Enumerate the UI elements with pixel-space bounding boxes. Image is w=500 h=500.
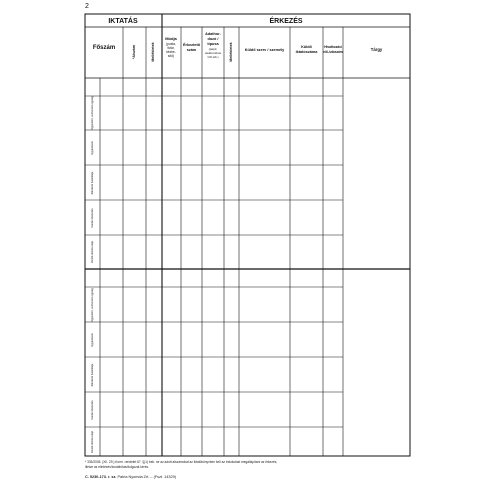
row-label-tetelszam-1: Irattári tételszám <box>91 208 94 228</box>
row-dividers <box>85 96 343 427</box>
row-labels <box>90 96 94 453</box>
col-modja-sub-1: (posta, <box>166 42 176 46</box>
row-label-ugyintezesi-2: Ügyintézési <box>91 333 94 347</box>
col-adathordozo-sub-3: CD stb.) <box>207 55 219 59</box>
col-modja-sub-4: sítő) <box>167 54 175 58</box>
col-adathordozo-sub-1: (papír, <box>208 47 218 51</box>
column-dividers <box>100 27 343 456</box>
form-code-number: C. 5230-173. r. sz. <box>85 475 117 479</box>
row-label-dontes-2: Irattári döntés ideje <box>91 430 94 454</box>
footnote-line-1: * 335/2005. (XII. 29.) Korm. rendelet 67. §(1) bek. ne az adott alszámokat az iktatókönyvben kell az indokolást megállapítani az érkezés, <box>85 460 278 464</box>
page-number: 2 <box>85 3 89 10</box>
form-code <box>85 475 176 479</box>
row-label-dontes-1: Irattári döntés ideje <box>91 240 94 264</box>
col-erkezteto-label-2: szám <box>186 48 197 52</box>
erkezes-header: ÉRKEZÉS <box>269 18 303 25</box>
col-targy-label: Tárgy <box>370 47 383 52</box>
col-hivatkozasi-label-1: Hivatkozási <box>324 45 342 49</box>
row-label-tetelszam-2: Irattári tételszám <box>91 400 94 420</box>
row-label-hatarido-1: Elintézés határideje <box>91 171 94 195</box>
col-adathordozo-label-3: típusa <box>207 42 219 46</box>
row-label-hatarido-2: Elintézés határideje <box>91 363 94 387</box>
col-modja-sub-3: kézbe- <box>166 50 176 54</box>
col-modja-label: Módja <box>165 36 177 41</box>
col-adathordozo-label-2: dozó / <box>207 37 219 41</box>
footnote-line-2: illetve az elintézés/továbbítás/dolgozat kérés. <box>85 465 149 469</box>
iktatas-header: IKTATÁS <box>108 18 138 25</box>
col-alszam-label: *Alszám <box>132 45 136 59</box>
col-mellekletek-label: Mellékletek <box>151 42 155 62</box>
col-mellekletek-2-label: Mellékletek <box>229 42 233 62</box>
row-label-ugyintezo-1: Ügyintéző, szervezeti egység <box>91 96 94 130</box>
col-adathordozo-label-1: Adathor- <box>205 32 221 36</box>
col-erkezteto-label-1: Érkeztető <box>182 43 201 47</box>
col-hivatkozasi-label-2: elő-/utószám <box>323 50 343 54</box>
col-kuldo-iktatoszama-label-2: iktatószáma <box>295 50 318 54</box>
row-label-ugyintezo-2: Ügyintéző, szervezeti egység <box>91 288 94 322</box>
col-kuldo-szerv-label: Küldő szerv / személy <box>244 48 285 52</box>
col-kuldo-iktatoszama-label-1: Küldő <box>301 45 312 49</box>
col-modja-sub-2: futár, <box>167 46 175 50</box>
form-code-printer: Patria Nyomda Zrt. – (Fszt. 14329) <box>117 475 176 479</box>
col-foszam-label: Főszám <box>92 45 116 51</box>
col-adathordozo-sub-2: elektronikus <box>204 51 222 55</box>
row-label-ugyintezesi-1: Ügyintézési <box>91 141 94 155</box>
